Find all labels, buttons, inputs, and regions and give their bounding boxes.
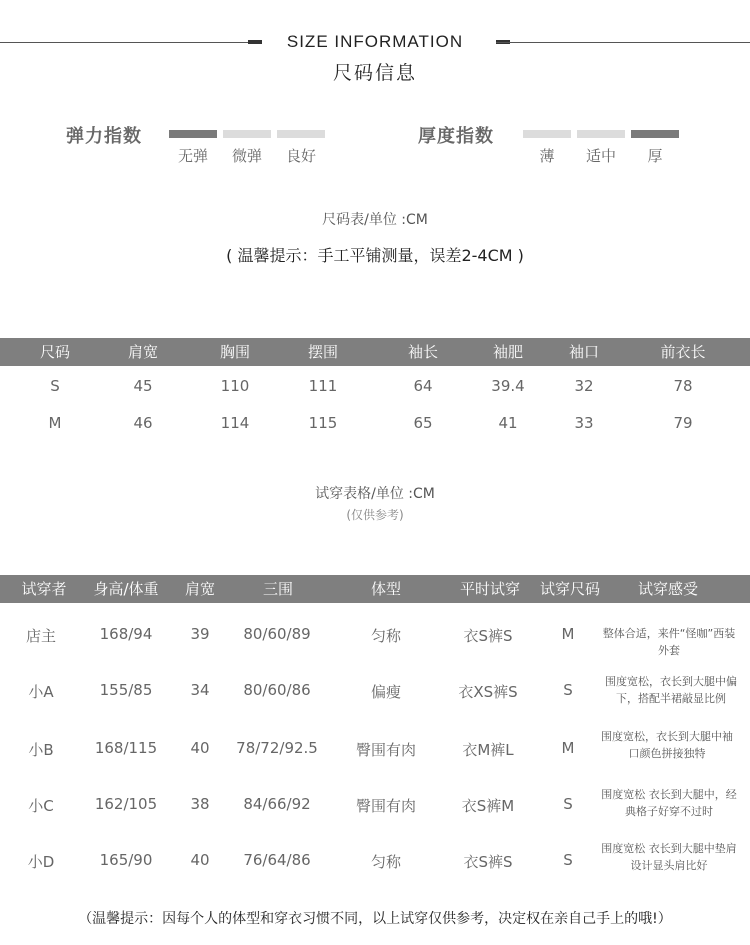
tryon-cell: 匀称 — [370, 627, 401, 645]
tryon-cell: 衣S裤M — [461, 797, 515, 815]
size-unit-label: 尺码表/单位 :CM — [322, 212, 428, 228]
tryon-cell: 34 — [190, 681, 210, 699]
size-th-7: 前衣长 — [660, 343, 706, 361]
tryon-cell: 38 — [190, 795, 210, 813]
tryon-cell: 臀围有肉 — [355, 797, 416, 815]
tryon-cell: 臀围有肉 — [355, 741, 416, 759]
size-th-1: 肩宽 — [127, 343, 158, 361]
elasticity-option-2: 微弹 — [231, 147, 262, 165]
tryon-th-2: 肩宽 — [184, 580, 215, 598]
tryon-cell: 84/66/92 — [243, 795, 311, 813]
tryon-cell: S — [563, 795, 573, 813]
tryon-cell: 155/85 — [99, 681, 153, 699]
tryon-cell: 衣XS裤S — [458, 683, 518, 701]
footer-note: （温馨提示：因每个人的体型和穿衣习惯不同，以上试穿仅供参考，决定权在亲自己手上的哦!） — [78, 911, 672, 927]
tryon-feeling: 围度宽松 衣长到大腿中垫肩设计显头肩比好 — [601, 842, 737, 872]
tryon-cell: 40 — [190, 739, 210, 757]
size-cell: 46 — [133, 414, 153, 432]
thickness-bar-2 — [577, 130, 625, 138]
tryon-cell: 店主 — [25, 627, 56, 645]
tryon-th-6: 试穿尺码 — [539, 580, 600, 598]
tryon-cell: 78/72/92.5 — [236, 739, 318, 757]
tryon-cell: 80/60/86 — [243, 681, 311, 699]
size-cell: 41 — [498, 414, 518, 432]
header-line-right — [496, 42, 750, 43]
elasticity-bar-1 — [169, 130, 217, 138]
size-cell: 64 — [413, 377, 433, 395]
tryon-th-7: 试穿感受 — [637, 580, 698, 598]
tryon-th-3: 三围 — [262, 580, 293, 598]
tryon-sub-label: (仅供参考) — [346, 508, 404, 522]
size-cell: 33 — [574, 414, 594, 432]
elasticity-bar-2 — [223, 130, 271, 138]
tryon-cell: 匀称 — [370, 853, 401, 871]
size-table-header — [0, 338, 750, 366]
elasticity-bar-3 — [277, 130, 325, 138]
tryon-cell: M — [561, 739, 575, 757]
tryon-cell: 80/60/89 — [243, 625, 311, 643]
header-title-cn: 尺码信息 — [332, 62, 417, 84]
size-cell: 45 — [133, 377, 153, 395]
size-cell: 115 — [308, 414, 338, 432]
tryon-cell: S — [563, 681, 573, 699]
thickness-bar-3 — [631, 130, 679, 138]
tryon-th-5: 平时试穿 — [459, 580, 520, 598]
size-cell: M — [48, 414, 62, 432]
size-th-4: 袖长 — [407, 343, 438, 361]
elasticity-option-1: 无弹 — [177, 147, 208, 165]
size-th-6: 袖口 — [568, 343, 599, 361]
size-cell: 79 — [673, 414, 693, 432]
size-cell: 32 — [574, 377, 594, 395]
tryon-cell: 衣M裤L — [462, 741, 514, 759]
tryon-cell: 衣S裤S — [463, 853, 513, 871]
thickness-option-1: 薄 — [539, 147, 555, 165]
elasticity-option-3: 良好 — [285, 147, 316, 165]
size-th-3: 摆围 — [307, 343, 338, 361]
tryon-cell: M — [561, 625, 575, 643]
tryon-cell: 76/64/86 — [243, 851, 311, 869]
size-cell: 78 — [673, 377, 693, 395]
tryon-cell: 衣S裤S — [463, 627, 513, 645]
size-cell: 65 — [413, 414, 433, 432]
tryon-cell: S — [563, 851, 573, 869]
header-title-en: SIZE INFORMATION — [286, 32, 464, 51]
tryon-th-1: 身高/体重 — [93, 580, 159, 598]
thickness-option-3: 厚 — [647, 147, 663, 165]
elasticity-title: 弹力指数 — [66, 126, 142, 147]
size-note: ( 温馨提示：手工平铺测量，误差2-4CM ) — [226, 246, 524, 265]
thickness-title: 厚度指数 — [418, 126, 494, 147]
tryon-cell: 162/105 — [94, 795, 158, 813]
tryon-cell: 小A — [28, 683, 54, 701]
tryon-feeling: 围度宽松，衣长到大腿中偏下，搭配半裙敲显比例 — [605, 675, 737, 705]
size-cell: S — [50, 377, 60, 395]
tryon-feeling: 整体合适，来件“怪咖”西装外套 — [602, 627, 736, 657]
tryon-cell: 偏瘦 — [370, 683, 401, 701]
tryon-unit-label: 试穿表格/单位 :CM — [315, 486, 435, 502]
tryon-cell: 小C — [28, 797, 54, 815]
thickness-bar-1 — [523, 130, 571, 138]
tryon-th-0: 试穿者 — [21, 580, 67, 598]
tryon-feeling: 围度宽松，衣长到大腿中袖口颜色拼接独特 — [601, 730, 733, 760]
size-cell: 114 — [220, 414, 250, 432]
thickness-option-2: 适中 — [585, 147, 616, 165]
tryon-th-4: 体型 — [370, 580, 401, 598]
tryon-cell: 39 — [190, 625, 210, 643]
tryon-cell: 168/94 — [99, 625, 153, 643]
size-cell: 39.4 — [491, 377, 525, 395]
size-th-0: 尺码 — [39, 343, 70, 361]
tryon-cell: 小D — [27, 853, 55, 871]
tryon-cell: 小B — [28, 741, 54, 759]
size-th-2: 胸围 — [219, 343, 250, 361]
tryon-cell: 165/90 — [99, 851, 153, 869]
size-cell: 110 — [220, 377, 250, 395]
tryon-cell: 168/115 — [94, 739, 158, 757]
tryon-table-header — [0, 575, 750, 603]
size-th-5: 袖肥 — [492, 343, 523, 361]
tryon-cell: 40 — [190, 851, 210, 869]
size-cell: 111 — [308, 377, 338, 395]
tryon-feeling: 围度宽松 衣长到大腿中，经典格子好穿不过时 — [601, 788, 737, 818]
